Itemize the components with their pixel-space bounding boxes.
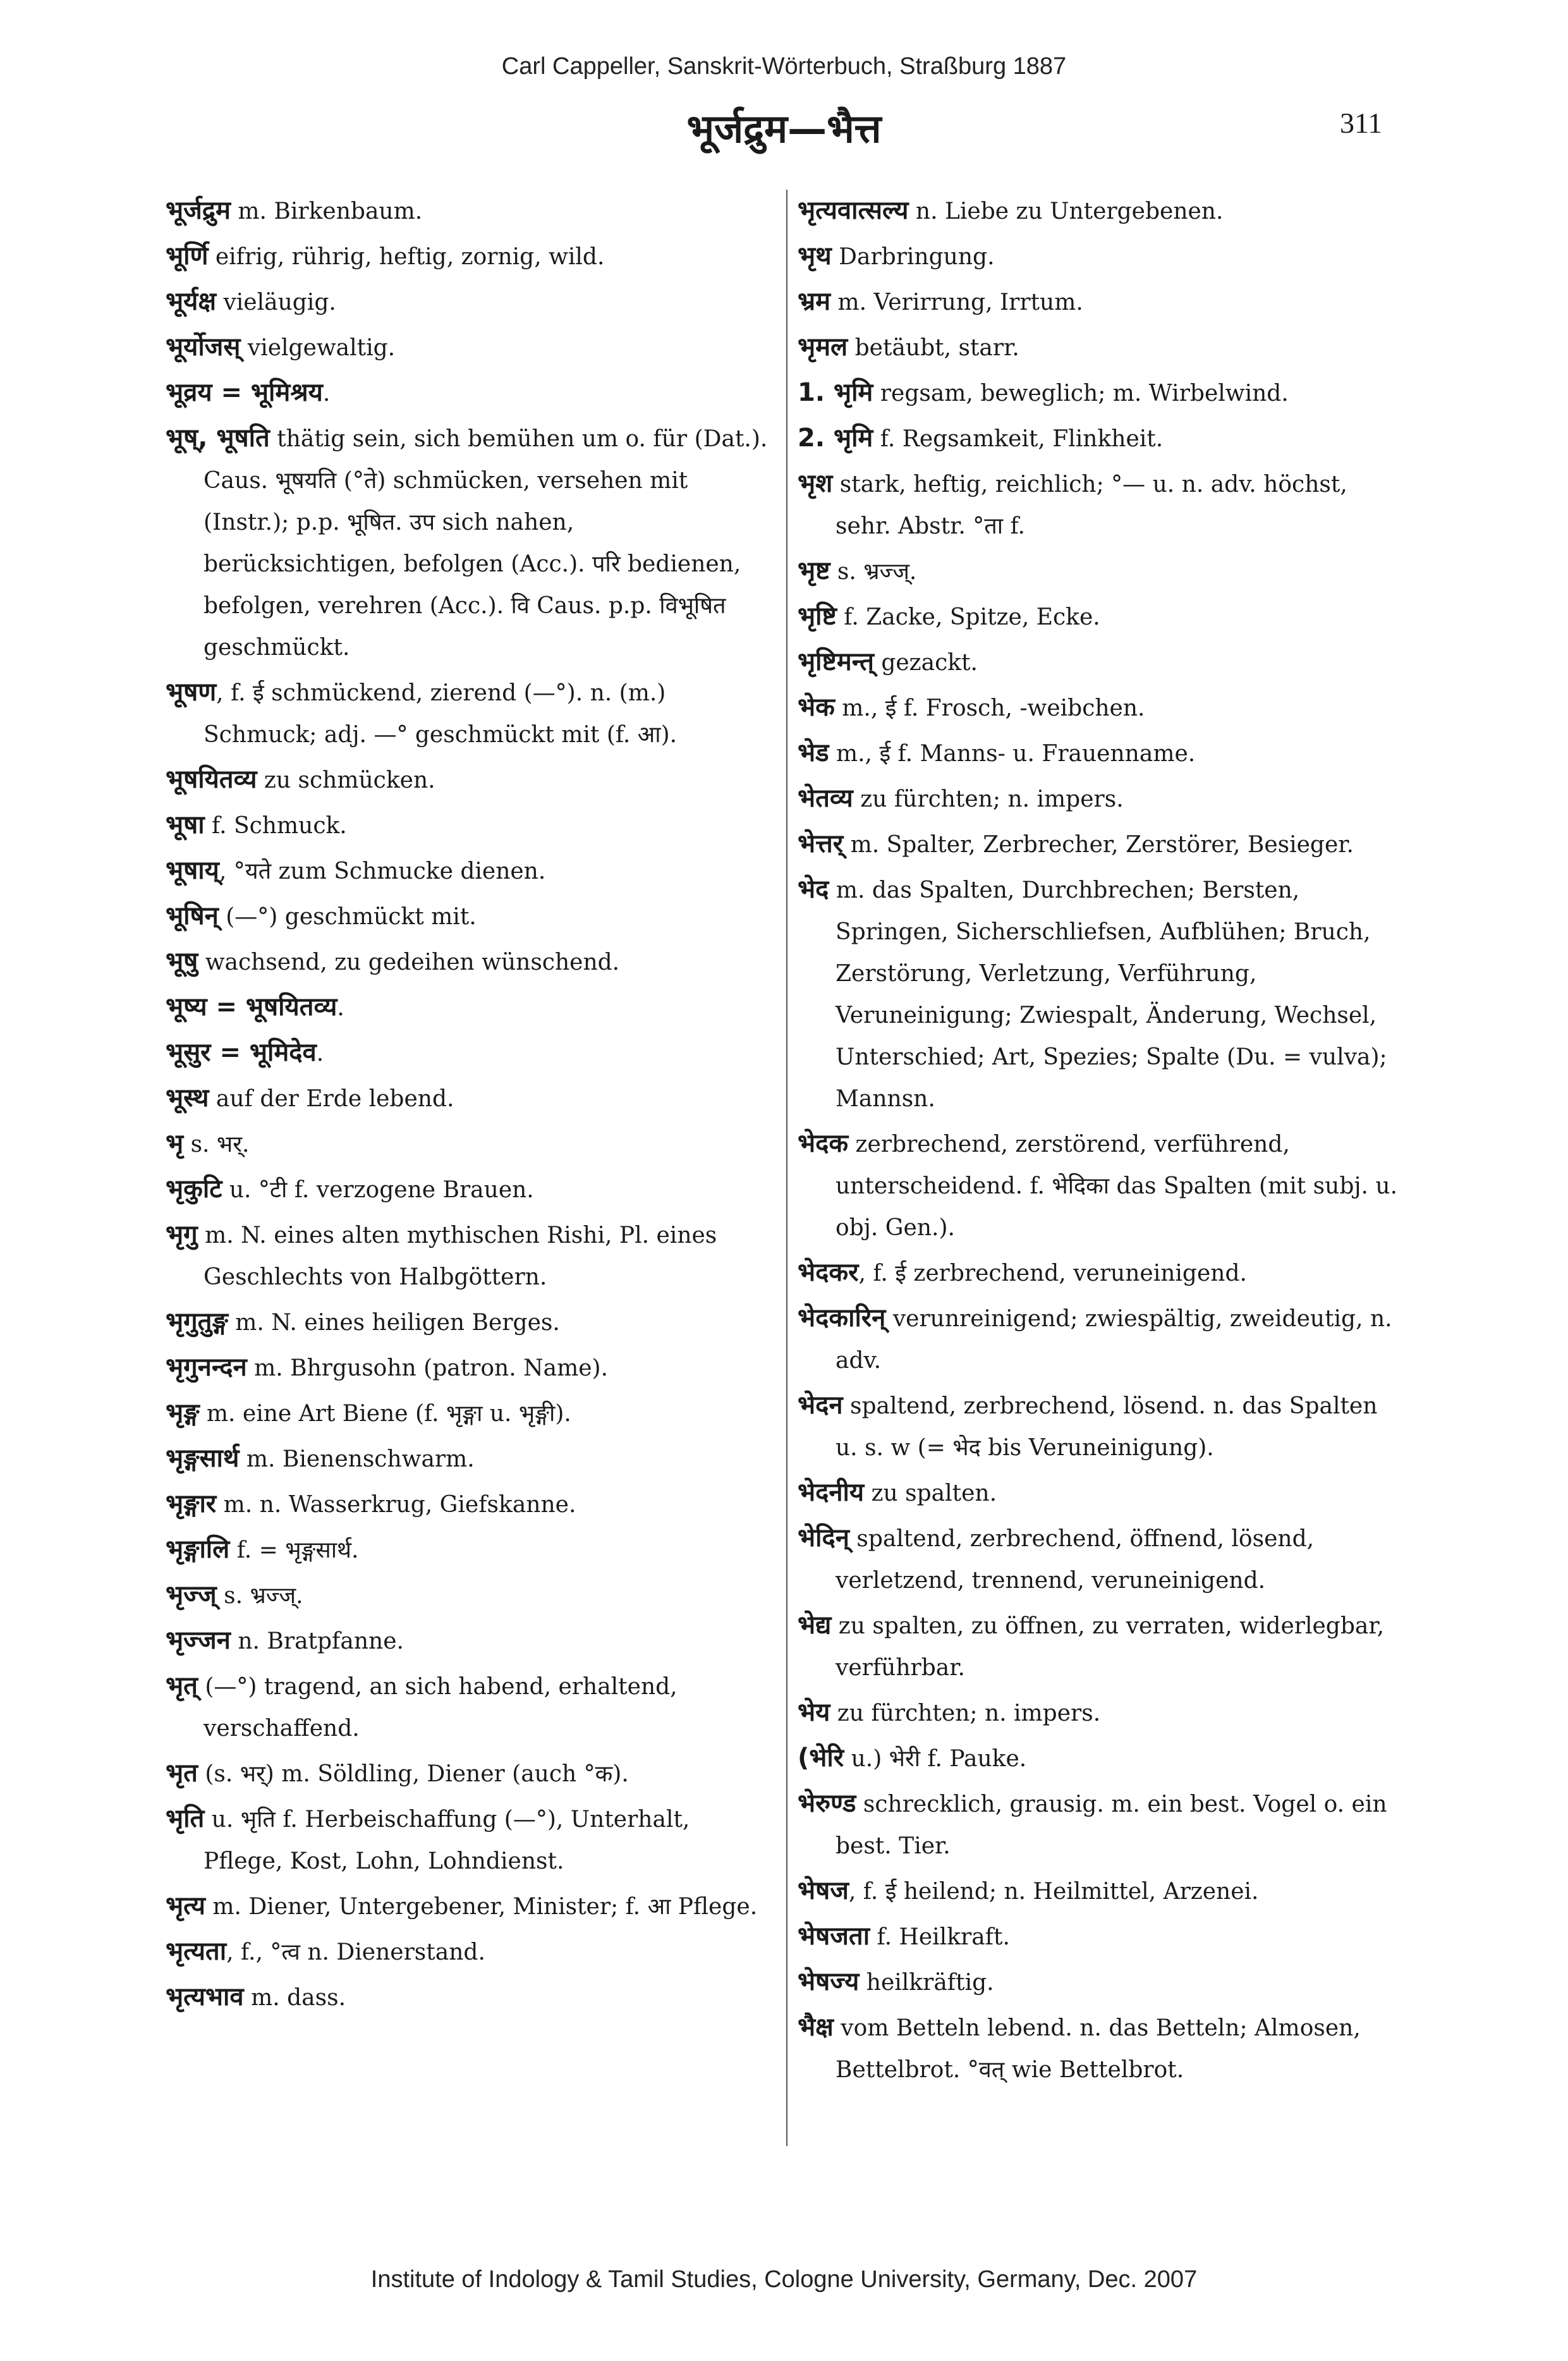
- headword: भृत्यवात्सल्य: [798, 196, 909, 225]
- headword: भृति: [166, 1804, 205, 1833]
- headword: भृङ्गार: [166, 1489, 217, 1518]
- definition: zu spalten, zu öffnen, zu verraten, widerlegbar, verführbar.: [831, 1613, 1385, 1681]
- dictionary-entry: [166, 372, 772, 415]
- headword: भृज्जन: [166, 1626, 231, 1655]
- definition: m. n. Wasserkrug, Giefskanne.: [216, 1492, 576, 1518]
- dictionary-entry: [798, 1870, 1404, 1913]
- dictionary-entry: [166, 1665, 772, 1750]
- headword: भृज्ज्: [166, 1580, 217, 1609]
- definition: betäubt, starr.: [848, 335, 1019, 361]
- definition: , °यते zum Schmucke dienen.: [219, 858, 546, 884]
- page-number: 311: [1340, 107, 1383, 139]
- dictionary-entry: [166, 1798, 772, 1882]
- headword: भेरुण्ड: [798, 1789, 856, 1818]
- headword: 2. भृमि: [798, 424, 873, 453]
- headword: भृत: [166, 1759, 198, 1788]
- dictionary-entry: [798, 778, 1404, 821]
- definition: , f. ई zerbrechend, veruneinigend.: [858, 1260, 1247, 1286]
- dictionary-entry: [798, 550, 1404, 593]
- dictionary-entry: [166, 1392, 772, 1435]
- definition: u.) भेरी f. Pauke.: [844, 1746, 1027, 1772]
- definition: s. भ्रज्ज्.: [830, 559, 917, 585]
- dictionary-entry: [798, 869, 1404, 1120]
- definition: s. भ्रज्ज्.: [216, 1583, 303, 1609]
- dictionary-entry: [798, 1783, 1404, 1867]
- dictionary-entry: [166, 850, 772, 893]
- dictionary-entry: [166, 895, 772, 938]
- headword: भेत्तर्: [798, 829, 844, 858]
- headword: भेषज: [798, 1876, 849, 1905]
- headword: भूर्योजस्: [166, 332, 241, 362]
- headword: भूर्णि: [166, 241, 209, 271]
- headword: भेदकर: [798, 1258, 859, 1287]
- definition: eifrig, rührig, heftig, zornig, wild.: [208, 244, 605, 270]
- headword: भेक: [798, 693, 835, 722]
- definition: .: [322, 381, 331, 406]
- dictionary-entry: [798, 595, 1404, 638]
- dictionary-entry: [166, 1437, 772, 1480]
- headword: भृथ: [798, 241, 832, 271]
- dictionary-entry: [798, 732, 1404, 775]
- dictionary-entry: [798, 1961, 1404, 2004]
- dictionary-entry: [166, 1123, 772, 1166]
- definition: m. Bienenschwarm.: [239, 1446, 475, 1472]
- headword: भूषु: [166, 947, 198, 976]
- definition: (s. भर्) m. Söldling, Diener (auch °क).: [197, 1761, 629, 1787]
- dictionary-entry: [798, 1472, 1404, 1515]
- headword: भेदकारिन्: [798, 1303, 886, 1333]
- headword: भ्रम: [798, 287, 831, 316]
- left-column: [166, 190, 772, 2022]
- headword: भैक्ष: [798, 2013, 834, 2042]
- definition: zu spalten.: [864, 1480, 997, 1506]
- dictionary-entry: [166, 804, 772, 847]
- definition: , f. ई heilend; n. Heilmittel, Arzenei.: [848, 1879, 1259, 1905]
- definition: f. Regsamkeit, Flinkheit.: [873, 426, 1164, 452]
- dictionary-entry: [798, 372, 1404, 415]
- definition: zu fürchten; n. impers.: [853, 786, 1124, 812]
- definition: m. eine Art Biene (f. भृङ्गा u. भृङ्गी).: [199, 1401, 571, 1427]
- definition: verunreinigend; zwiespältig, zweideutig, n. adv.: [836, 1306, 1392, 1374]
- dictionary-entry: [166, 759, 772, 802]
- headword: भेदनीय: [798, 1478, 865, 1507]
- dictionary-entry: [798, 463, 1404, 547]
- definition: spaltend, zerbrechend, lösend. n. das Spalten u. s. w (= भेद bis Veruneinigung).: [836, 1393, 1378, 1461]
- headword: भृमल: [798, 332, 848, 362]
- dictionary-entry: [166, 1885, 772, 1928]
- definition: stark, heftig, reichlich; °— u. n. adv. höchst, sehr. Abstr. °ता f.: [832, 472, 1347, 539]
- dictionary-entry: [166, 1976, 772, 2019]
- dictionary-entry: [166, 1301, 772, 1344]
- definition: u. °टी f. verzogene Brauen.: [222, 1177, 534, 1203]
- definition: heilkräftig.: [859, 1970, 994, 1996]
- headword: भेषजता: [798, 1922, 870, 1951]
- headword: भूसुर = भूमिदेव: [166, 1038, 317, 1067]
- definition: spaltend, zerbrechend, öffnend, lösend, verletzend, trennend, veruneinigend.: [836, 1526, 1315, 1594]
- headword: भृष्ट: [798, 556, 830, 585]
- headword: भूर्जद्रुम: [166, 196, 231, 225]
- headword: भूषा: [166, 810, 205, 839]
- headword: भृत्: [166, 1671, 198, 1700]
- definition: m. Bhrgusohn (patron. Name).: [246, 1355, 609, 1381]
- headword: भेतव्य: [798, 784, 853, 813]
- definition: m. N. eines heiligen Berges.: [228, 1310, 560, 1336]
- definition: auf der Erde lebend.: [209, 1086, 454, 1112]
- dictionary-entry: [798, 1737, 1404, 1780]
- dictionary-entry: [798, 417, 1404, 460]
- headword: भृष्टिमन्त्: [798, 647, 874, 676]
- definition: (—°) tragend, an sich habend, erhaltend, verschaffend.: [197, 1674, 678, 1742]
- headword: भृङ्गालि: [166, 1535, 230, 1564]
- dictionary-entry: [798, 1692, 1404, 1735]
- headword: भृगुनन्दन: [166, 1353, 247, 1382]
- dictionary-entry: [166, 1620, 772, 1662]
- headword: भृगुतुङ्ग: [166, 1307, 228, 1336]
- headword: भूष्य = भूषयितव्य: [166, 992, 337, 1022]
- right-column: [798, 190, 1404, 2094]
- definition: wachsend, zu gedeihen wünschend.: [198, 949, 620, 975]
- headword: भेद्य: [798, 1611, 832, 1640]
- dictionary-entry: [166, 1752, 772, 1795]
- headword: भृगु: [166, 1220, 198, 1249]
- headword: भृत्यभाव: [166, 1982, 244, 2011]
- dictionary-entry: [166, 326, 772, 369]
- dictionary-entry: [798, 1123, 1404, 1249]
- definition: f. = भृङ्गसार्थ.: [229, 1537, 359, 1563]
- source-credit: Carl Cappeller, Sanskrit-Wörterbuch, Straßburg 1887: [501, 53, 1067, 80]
- headword: भूषण: [166, 678, 217, 707]
- headword: भृष्टि: [798, 602, 837, 631]
- headword: भृत्यता: [166, 1937, 227, 1966]
- headword: भूष्, भूषति: [166, 424, 270, 453]
- dictionary-entry: [166, 417, 772, 669]
- definition: n. Liebe zu Untergebenen.: [908, 198, 1224, 224]
- dictionary-entry: [166, 1214, 772, 1298]
- headword: भेदिन्: [798, 1523, 849, 1553]
- dictionary-entry: [166, 281, 772, 324]
- dictionary-entry: [798, 190, 1404, 233]
- headword: भृङ्ग: [166, 1398, 200, 1427]
- dictionary-entry: [798, 1915, 1404, 1958]
- dictionary-entry: [166, 1077, 772, 1120]
- headword: भेड: [798, 738, 829, 767]
- headword: भेय: [798, 1698, 830, 1727]
- definition: vom Betteln lebend. n. das Betteln; Almosen, Bettelbrot. °वत् wie Bettelbrot.: [833, 2015, 1361, 2083]
- definition: m., ई f. Frosch, -weibchen.: [834, 695, 1145, 721]
- dictionary-entry: [166, 190, 772, 233]
- dictionary-entry: [798, 1517, 1404, 1602]
- headword: भृ: [166, 1129, 184, 1158]
- definition: m. Verirrung, Irrtum.: [830, 290, 1083, 315]
- dictionary-entry: [166, 986, 772, 1029]
- headword: भेदन: [798, 1391, 843, 1420]
- definition: m. N. eines alten mythischen Rishi, Pl. eines Geschlechts von Halbgöttern.: [197, 1223, 717, 1290]
- definition: zerbrechend, zerstörend, verführend, unterscheidend. f. भेदिका das Spalten (mit subj. u. obj. Gen.).: [836, 1132, 1398, 1241]
- headword: भूषयितव्य: [166, 765, 257, 794]
- definition: (—°) geschmückt mit.: [218, 904, 477, 930]
- headword: भृङ्गसार्थ: [166, 1444, 240, 1473]
- dictionary-entry: [798, 823, 1404, 866]
- dictionary-entry: [166, 1032, 772, 1075]
- definition: m. dass.: [243, 1985, 346, 2011]
- dictionary-entry: [166, 1528, 772, 1571]
- institution-credit: Institute of Indology & Tamil Studies, Cologne University, Germany, Dec. 2007: [370, 2266, 1198, 2293]
- dictionary-entry: [798, 1252, 1404, 1295]
- definition: m. das Spalten, Durchbrechen; Bersten, Springen, Sicherschliefsen, Aufblühen; Bruch, Zerstörung, Verletzung, Verführung, Veruneinigung; Zwiespalt, Änderung, Wechsel, Unterschied; Art, Spezies; Spalte (Du. = vulva); Mannsn.: [829, 877, 1387, 1112]
- definition: m. Diener, Untergebener, Minister; f. आ Pflege.: [205, 1894, 758, 1920]
- headword: भेषज्य: [798, 1967, 860, 1996]
- dictionary-entry: [798, 686, 1404, 729]
- dictionary-entry: [798, 2006, 1404, 2091]
- definition: vieläugig.: [216, 290, 336, 315]
- definition: f. Zacke, Spitze, Ecke.: [836, 604, 1100, 630]
- headword: भृत्य: [166, 1891, 205, 1920]
- dictionary-entry: [166, 1931, 772, 1974]
- dictionary-entry: [798, 641, 1404, 684]
- headword: 1. भृमि: [798, 378, 873, 407]
- definition: zu fürchten; n. impers.: [830, 1700, 1101, 1726]
- definition: .: [316, 1040, 324, 1066]
- headword: भेदक: [798, 1129, 849, 1158]
- dictionary-entry: [798, 1297, 1404, 1382]
- dictionary-entry: [166, 1483, 772, 1526]
- definition: f. Heilkraft.: [870, 1924, 1010, 1950]
- definition: s. भर्.: [183, 1132, 250, 1157]
- definition: vielgewaltig.: [240, 335, 396, 361]
- dictionary-entry: [166, 235, 772, 278]
- definition: m. Birkenbaum.: [230, 198, 423, 224]
- definition: m. Spalter, Zerbrecher, Zerstörer, Besieger.: [843, 832, 1354, 858]
- definition: u. भृति f. Herbeischaffung (—°), Unterhalt, Pflege, Kost, Lohn, Lohndienst.: [204, 1807, 690, 1874]
- dictionary-entry: [166, 1168, 772, 1211]
- headword: भूस्थ: [166, 1083, 209, 1113]
- column-divider: [786, 190, 787, 2146]
- running-head: भूर्जद्रुम—भैत्त: [686, 106, 882, 152]
- dictionary-entry: [798, 326, 1404, 369]
- definition: m., ई f. Manns- u. Frauenname.: [829, 741, 1196, 767]
- headword: भूर्यक्ष: [166, 287, 216, 316]
- definition: zu schmücken.: [257, 767, 435, 793]
- definition: f. Schmuck.: [204, 813, 347, 839]
- definition: gezackt.: [873, 650, 978, 676]
- headword: (भेरि: [798, 1743, 844, 1772]
- definition: Darbringung.: [831, 244, 995, 270]
- definition: n. Bratpfanne.: [230, 1628, 404, 1654]
- definition: schrecklich, grausig. m. ein best. Vogel o. ein best. Tier.: [836, 1791, 1387, 1859]
- headword: भूव्रय = भूमिश्रय: [166, 378, 323, 407]
- dictionary-entry: [166, 1574, 772, 1617]
- headword: भृश: [798, 469, 833, 498]
- headword: भूषाय्: [166, 856, 219, 885]
- headword: भृकुटि: [166, 1174, 222, 1204]
- headword: भेद: [798, 875, 829, 904]
- definition: , f. ई schmückend, zierend (—°). n. (m.) Schmuck; adj. —° geschmückt mit (f. आ).: [204, 680, 678, 748]
- definition: regsam, beweglich; m. Wirbelwind.: [873, 381, 1289, 406]
- dictionary-entry: [798, 1384, 1404, 1469]
- dictionary-entry: [166, 1346, 772, 1389]
- definition: .: [337, 995, 344, 1021]
- dictionary-entry: [798, 235, 1404, 278]
- definition: thätig sein, sich bemühen um o. für (Dat.). Caus. भूषयति (°ते) schmücken, versehen mit (Instr.); p.p. भूषित. उप sich nahen, berücksichtigen, befolgen (Acc.). परि bedienen, befolgen, verehren (Acc.). वि Caus. p.p. विभूषित geschmückt.: [204, 426, 768, 661]
- dictionary-entry: [798, 281, 1404, 324]
- dictionary-entry: [166, 941, 772, 984]
- dictionary-entry: [166, 671, 772, 756]
- definition: , f., °त्व n. Dienerstand.: [226, 1939, 485, 1965]
- dictionary-entry: [798, 1604, 1404, 1689]
- headword: भूषिन्: [166, 901, 219, 930]
